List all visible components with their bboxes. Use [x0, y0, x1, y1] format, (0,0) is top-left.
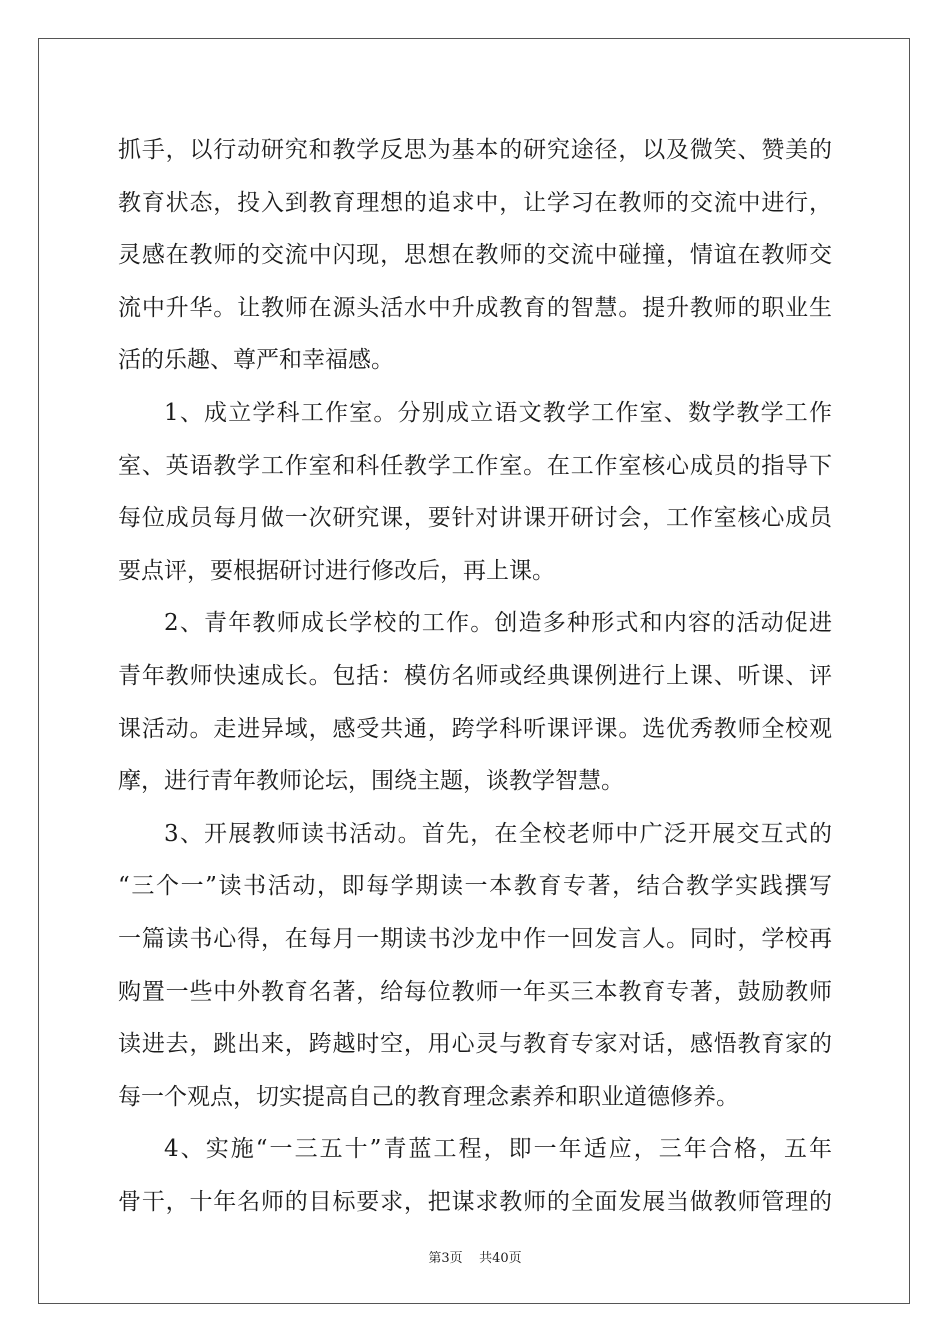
text-line: 教育状态，投入到教育理想的追求中，让学习在教师的交流中进行， [118, 189, 832, 216]
text-line: “三个一”读书活动，即每学期读一本教育专著，结合教学实践撰写 [118, 873, 832, 900]
text-line: 1、成立学科工作室。分别成立语文教学工作室、数学教学工作 [164, 399, 832, 426]
text-line: 活的乐趣、尊严和幸福感。 [118, 347, 394, 374]
text-line: 购置一些中外教育名著，给每位教师一年买三本教育专著，鼓励教师 [118, 978, 832, 1005]
text-line: 摩，进行青年教师论坛，围绕主题，谈教学智慧。 [118, 768, 624, 795]
text-line: 3、开展教师读书活动。首先，在全校老师中广泛开展交互式的 [164, 820, 832, 847]
text-line: 每一个观点，切实提高自己的教育理念素养和职业道德修养。 [118, 1083, 739, 1110]
document-body [118, 124, 832, 1228]
text-line: 每位成员每月做一次研究课，要针对讲课开研讨会，工作室核心成员 [118, 505, 832, 532]
page-footer [0, 1247, 950, 1266]
text-line: 室、英语教学工作室和科任教学工作室。在工作室核心成员的指导下 [118, 452, 832, 479]
text-line: 4、实施“一三五十”青蓝工程，即一年适应，三年合格，五年 [164, 1136, 832, 1163]
text-line: 抓手，以行动研究和教学反思为基本的研究途径，以及微笑、赞美的 [118, 137, 832, 163]
text-line: 一篇读书心得，在每月一期读书沙龙中作一回发言人。同时，学校再 [118, 925, 832, 952]
text-line: 灵感在教师的交流中闪现，思想在教师的交流中碰撞，情谊在教师交 [118, 242, 832, 269]
text-line: 课活动。走进异域，感受共通，跨学科听课评课。选优秀教师全校观 [118, 715, 832, 742]
text-line: 读进去，跳出来，跨越时空，用心灵与教育专家对话，感悟教育家的 [118, 1031, 832, 1058]
page-number: 第3页 共40页 [428, 1251, 522, 1266]
text-line: 要点评，要根据研讨进行修改后，再上课。 [118, 557, 555, 584]
text-line: 2、青年教师成长学校的工作。创造多种形式和内容的活动促进 [164, 610, 832, 637]
text-line: 流中升华。让教师在源头活水中升成教育的智慧。提升教师的职业生 [118, 294, 832, 321]
text-line: 骨干，十年名师的目标要求，把谋求教师的全面发展当做教师管理的 [118, 1188, 832, 1215]
text-line: 青年教师快速成长。包括：模仿名师或经典课例进行上课、听课、评 [118, 662, 832, 689]
